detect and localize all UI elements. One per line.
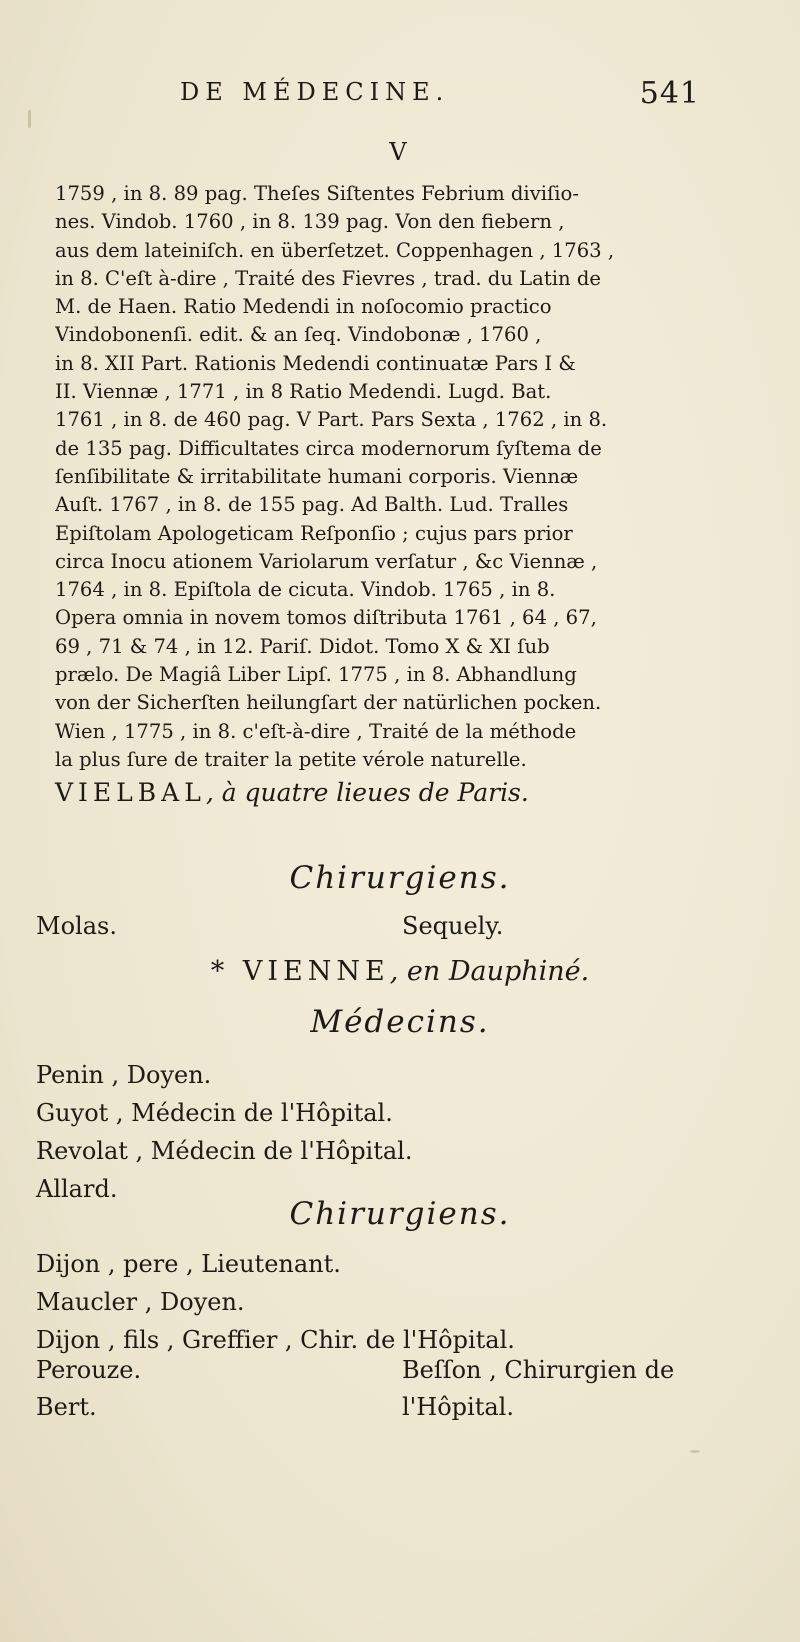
entry-line: Epiſtolam Apologeticam Reſponſio ; cujus pars prior	[55, 521, 573, 545]
section-title-physicians: Médecins.	[310, 1004, 490, 1040]
surgeon-name: l'Hôpital.	[402, 1393, 514, 1421]
entry-line: la plus ſure de traiter la petite vérole naturelle.	[55, 747, 527, 771]
paper-blemish	[690, 1450, 700, 1453]
running-head	[180, 70, 700, 120]
place-location: , à quatre lieues de Paris.	[205, 778, 529, 807]
surgeons-row	[36, 912, 716, 940]
entry-line: in 8. XII Part. Rationis Medendi continuatæ Pars I &	[55, 351, 576, 375]
entry-line: von der Sicherſten heilungſart der natürlichen pocken.	[55, 691, 602, 715]
place-heading-vielbal	[55, 778, 705, 807]
paper-blemish	[28, 110, 31, 128]
list-item: Dijon , pere , Lieutenant.	[36, 1250, 341, 1278]
entry-line: prælo. De Magiâ Liber Lipſ. 1775 , in 8. Abhandlung	[55, 663, 577, 687]
entry-line: Vindobonenſi. edit. & an ſeq. Vindobonæ , 1760 ,	[55, 323, 542, 347]
place-name: * VIENNE	[210, 956, 390, 987]
surgeons-row	[36, 1356, 716, 1384]
surgeon-name: Sequely.	[402, 912, 504, 940]
surgeon-name: Perouze.	[36, 1356, 142, 1384]
entry-line: Wien , 1775 , in 8. c'eſt-à-dire , Traité de la méthode	[55, 719, 577, 743]
surgeon-name: Molas.	[36, 912, 117, 940]
physicians-list	[36, 1056, 736, 1208]
entry-line: circa Inocu ationem Variolarum verſatur , &c Viennæ ,	[55, 549, 598, 573]
surgeons-list	[36, 1245, 736, 1359]
entry-line: M. de Haen. Ratio Medendi in noſocomio practico	[55, 295, 552, 319]
entry-line: 69 , 71 & 74 , in 12. Pariſ. Didot. Tomo X & XI ſub	[55, 634, 550, 658]
surgeons-row	[36, 1393, 716, 1421]
surgeon-name: Beſſon , Chirurgien de	[402, 1356, 675, 1384]
place-name: VIELBAL	[55, 778, 206, 807]
list-item: Maucler , Doyen.	[36, 1288, 245, 1316]
entry-line: II. Viennæ , 1771 , in 8 Ratio Medendi. Lugd. Bat.	[55, 380, 552, 404]
entry-line: Opera omnia in novem tomos diſtributa 1761 , 64 , 67,	[55, 606, 597, 630]
entry-line: aus dem lateiniſch. en überſetzet. Coppenhagen , 1763 ,	[55, 238, 615, 262]
bibliography-entry	[55, 180, 705, 774]
entry-line: de 135 pag. Difficultates circa modernorum ſyſtema de	[55, 436, 602, 460]
entry-line: in 8. C'eſt à-dire , Traité des Fievres , trad. du Latin de	[55, 266, 601, 290]
list-item: Allard.	[36, 1175, 118, 1203]
list-item: Guyot , Médecin de l'Hôpital.	[36, 1099, 393, 1127]
list-item: Revolat , Médecin de l'Hôpital.	[36, 1137, 413, 1165]
entry-line: 1764 , in 8. Epiſtola de cicuta. Vindob. 1765 , in 8.	[55, 578, 556, 602]
surgeon-name: Bert.	[36, 1393, 97, 1421]
entry-line: nes. Vindob. 1760 , in 8. 139 pag. Von den fiebern ,	[55, 210, 565, 234]
entry-line: 1759 , in 8. 89 pag. Theſes Siſtentes Febrium diviſio-	[55, 182, 579, 205]
place-heading-vienne	[0, 956, 800, 987]
entry-line: ſenſibilitate & irritabilitate humani corporis. Viennæ	[55, 464, 579, 488]
section-title-surgeons: Chirurgiens.	[289, 1196, 511, 1232]
entry-line: Auſt. 1767 , in 8. de 155 pag. Ad Balth. Lud. Tralles	[55, 493, 569, 517]
running-title: DE MÉDECINE.	[180, 78, 450, 106]
section-title-surgeons: Chirurgiens.	[289, 860, 511, 896]
place-location: , en Dauphiné.	[389, 956, 590, 987]
list-item: Dijon , fils , Greffier , Chir. de l'Hôpital.	[36, 1326, 515, 1354]
list-item: Penin , Doyen.	[36, 1061, 212, 1089]
signature-mark: V	[389, 138, 411, 166]
page-number: 541	[639, 76, 700, 111]
entry-line: 1761 , in 8. de 460 pag. V Part. Pars Sexta , 1762 , in 8.	[55, 408, 608, 432]
